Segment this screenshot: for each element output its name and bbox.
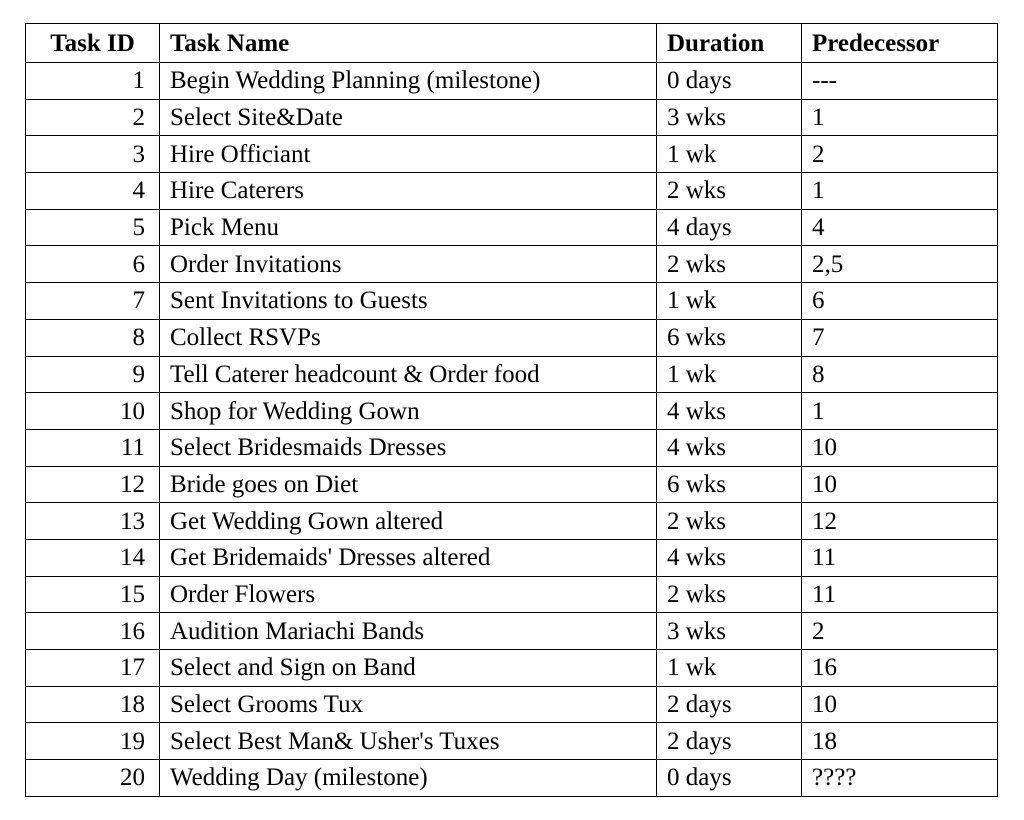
table-row <box>26 539 998 576</box>
table-row <box>26 99 998 136</box>
cell-task-name: Order Invitations <box>160 246 657 283</box>
cell-predecessor: 8 <box>802 356 998 393</box>
cell-task-id: 10 <box>26 393 160 430</box>
cell-task-id: 19 <box>26 723 160 760</box>
cell-duration: 4 wks <box>657 429 802 466</box>
table-row <box>26 686 998 723</box>
table-row <box>26 576 998 613</box>
cell-duration: 1 wk <box>657 283 802 320</box>
cell-task-id: 9 <box>26 356 160 393</box>
header-predecessor: Predecessor <box>802 24 998 63</box>
cell-duration: 2 days <box>657 686 802 723</box>
cell-predecessor: 18 <box>802 723 998 760</box>
cell-duration: 4 wks <box>657 393 802 430</box>
cell-duration: 2 days <box>657 723 802 760</box>
table-row <box>26 760 998 797</box>
cell-task-id: 3 <box>26 136 160 173</box>
cell-task-id: 13 <box>26 503 160 540</box>
cell-task-id: 2 <box>26 99 160 136</box>
cell-task-name: Select Best Man& Usher's Tuxes <box>160 723 657 760</box>
cell-task-name: Hire Caterers <box>160 173 657 210</box>
cell-task-id: 17 <box>26 650 160 687</box>
cell-task-name: Get Wedding Gown altered <box>160 503 657 540</box>
cell-predecessor: 10 <box>802 466 998 503</box>
cell-task-name: Collect RSVPs <box>160 319 657 356</box>
cell-predecessor: 6 <box>802 283 998 320</box>
cell-task-id: 7 <box>26 283 160 320</box>
cell-predecessor: 2 <box>802 613 998 650</box>
cell-task-id: 11 <box>26 429 160 466</box>
cell-task-id: 12 <box>26 466 160 503</box>
cell-predecessor: 16 <box>802 650 998 687</box>
header-task-id: Task ID <box>26 24 160 63</box>
cell-duration: 1 wk <box>657 356 802 393</box>
table-header <box>26 24 998 63</box>
cell-task-id: 4 <box>26 173 160 210</box>
cell-duration: 4 wks <box>657 539 802 576</box>
cell-task-id: 20 <box>26 760 160 797</box>
table-body <box>26 63 998 797</box>
cell-duration: 0 days <box>657 63 802 100</box>
cell-duration: 2 wks <box>657 246 802 283</box>
cell-duration: 2 wks <box>657 173 802 210</box>
table-row <box>26 63 998 100</box>
cell-task-name: Select Bridesmaids Dresses <box>160 429 657 466</box>
cell-task-name: Pick Menu <box>160 209 657 246</box>
cell-task-id: 18 <box>26 686 160 723</box>
cell-predecessor: 1 <box>802 393 998 430</box>
cell-task-id: 1 <box>26 63 160 100</box>
table-row <box>26 319 998 356</box>
table-row <box>26 429 998 466</box>
cell-duration: 6 wks <box>657 466 802 503</box>
cell-predecessor: 1 <box>802 173 998 210</box>
cell-duration: 0 days <box>657 760 802 797</box>
cell-task-name: Tell Caterer headcount & Order food <box>160 356 657 393</box>
table-row <box>26 650 998 687</box>
cell-predecessor: 11 <box>802 576 998 613</box>
cell-task-name: Select Site&Date <box>160 99 657 136</box>
cell-task-name: Audition Mariachi Bands <box>160 613 657 650</box>
cell-duration: 1 wk <box>657 650 802 687</box>
cell-task-name: Order Flowers <box>160 576 657 613</box>
table-row <box>26 283 998 320</box>
cell-task-name: Select and Sign on Band <box>160 650 657 687</box>
cell-task-id: 14 <box>26 539 160 576</box>
task-table <box>25 23 998 797</box>
cell-task-name: Sent Invitations to Guests <box>160 283 657 320</box>
cell-duration: 2 wks <box>657 576 802 613</box>
table-row <box>26 246 998 283</box>
cell-task-id: 6 <box>26 246 160 283</box>
table-row <box>26 209 998 246</box>
table-row <box>26 173 998 210</box>
cell-duration: 2 wks <box>657 503 802 540</box>
cell-duration: 3 wks <box>657 613 802 650</box>
cell-task-id: 8 <box>26 319 160 356</box>
table-row <box>26 613 998 650</box>
header-task-name: Task Name <box>160 24 657 63</box>
cell-predecessor: 12 <box>802 503 998 540</box>
table-row <box>26 356 998 393</box>
cell-task-id: 16 <box>26 613 160 650</box>
cell-duration: 1 wk <box>657 136 802 173</box>
cell-task-name: Wedding Day (milestone) <box>160 760 657 797</box>
table-row <box>26 466 998 503</box>
cell-predecessor: ???? <box>802 760 998 797</box>
cell-predecessor: 4 <box>802 209 998 246</box>
cell-predecessor: 2 <box>802 136 998 173</box>
header-row <box>26 24 998 63</box>
cell-predecessor: 1 <box>802 99 998 136</box>
cell-predecessor: --- <box>802 63 998 100</box>
table-row <box>26 393 998 430</box>
cell-task-name: Shop for Wedding Gown <box>160 393 657 430</box>
cell-predecessor: 10 <box>802 429 998 466</box>
cell-duration: 3 wks <box>657 99 802 136</box>
table-row <box>26 723 998 760</box>
cell-task-name: Begin Wedding Planning (milestone) <box>160 63 657 100</box>
cell-duration: 4 days <box>657 209 802 246</box>
cell-task-id: 5 <box>26 209 160 246</box>
cell-task-id: 15 <box>26 576 160 613</box>
cell-task-name: Get Bridemaids' Dresses altered <box>160 539 657 576</box>
cell-duration: 6 wks <box>657 319 802 356</box>
table-row <box>26 503 998 540</box>
cell-predecessor: 11 <box>802 539 998 576</box>
cell-predecessor: 10 <box>802 686 998 723</box>
header-duration: Duration <box>657 24 802 63</box>
cell-predecessor: 7 <box>802 319 998 356</box>
cell-predecessor: 2,5 <box>802 246 998 283</box>
table-row <box>26 136 998 173</box>
cell-task-name: Bride goes on Diet <box>160 466 657 503</box>
cell-task-name: Select Grooms Tux <box>160 686 657 723</box>
cell-task-name: Hire Officiant <box>160 136 657 173</box>
